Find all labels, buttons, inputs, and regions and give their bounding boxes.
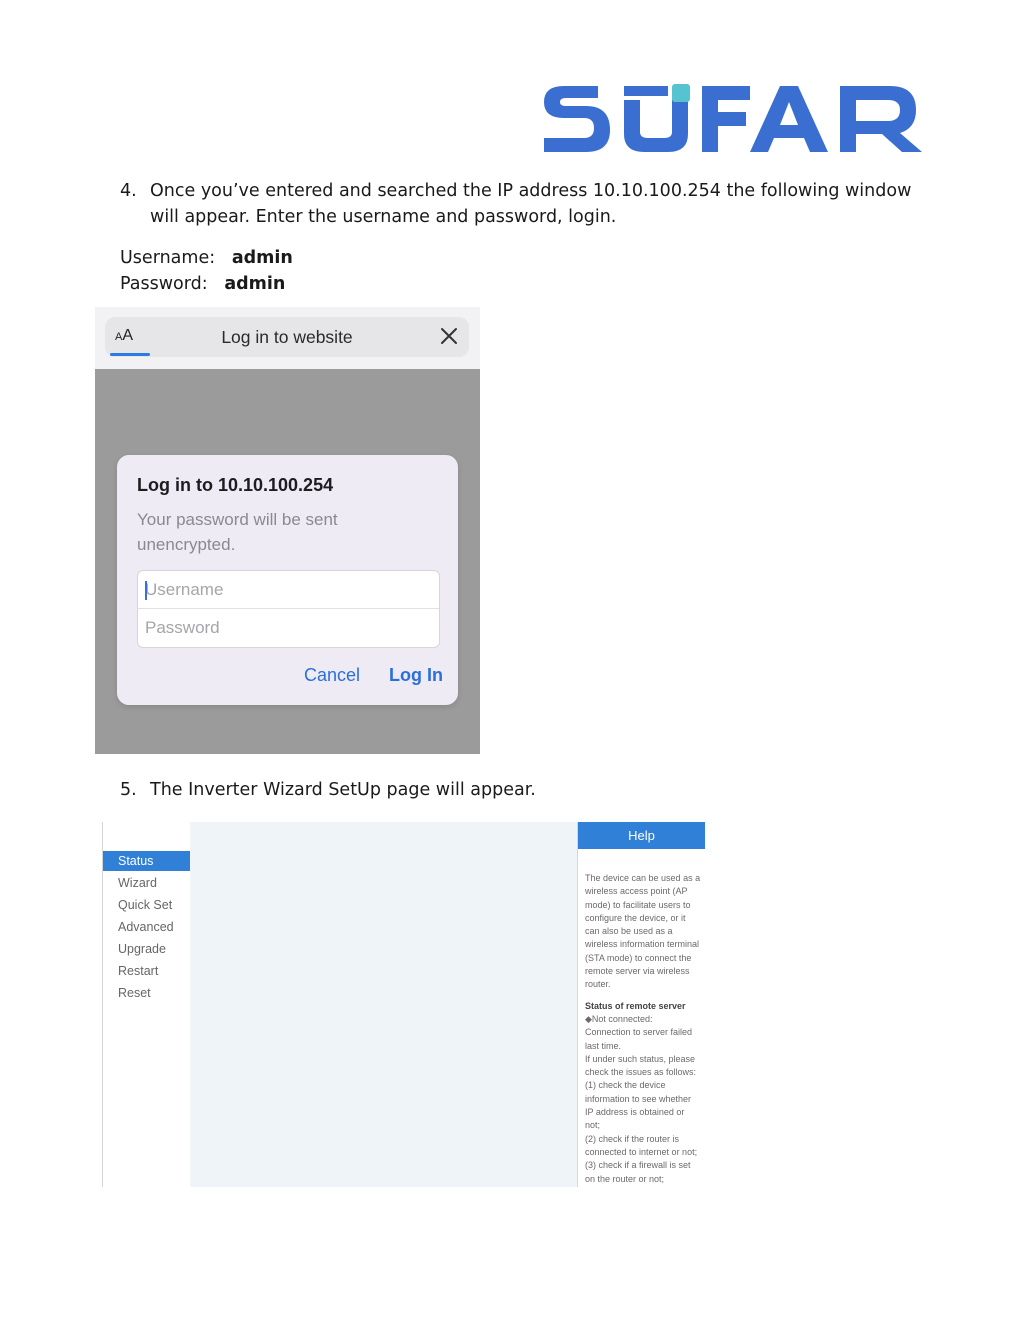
step-number: 5. xyxy=(120,780,137,800)
password-value: admin xyxy=(224,274,286,294)
help-line: ◆Not connected: xyxy=(585,1013,653,1024)
help-title: Help xyxy=(578,822,705,849)
help-line: Connection to server failed last time. xyxy=(585,1027,693,1051)
aa-small: A xyxy=(115,331,123,343)
login-screenshot xyxy=(95,307,480,754)
username-input[interactable] xyxy=(138,571,439,609)
help-line: (1) check the device information to see whether IP address is obtained or not; xyxy=(585,1080,692,1131)
password-input[interactable] xyxy=(138,609,439,647)
help-line: (2) check if the router is connected to internet or not; xyxy=(585,1133,698,1157)
username-credential xyxy=(120,245,293,271)
step-text: Once you’ve entered and searched the IP address 10.10.100.254 the following window will appear. Enter the username and password, login. xyxy=(150,181,912,227)
step-text: The Inverter Wizard SetUp page will appear. xyxy=(150,780,536,800)
cancel-button[interactable]: Cancel xyxy=(304,665,361,685)
browser-bar xyxy=(105,317,469,357)
dialog-message: Your password will be sent unencrypted. xyxy=(137,510,338,554)
nav-item-wizard[interactable]: Wizard xyxy=(118,876,157,890)
nav-item-quick-set[interactable]: Quick Set xyxy=(118,898,173,912)
nav-item-reset[interactable]: Reset xyxy=(118,986,151,1000)
nav-item-advanced[interactable]: Advanced xyxy=(118,920,174,934)
login-dialog xyxy=(117,455,458,705)
help-line: (3) check if a firewall is set on the router or not; xyxy=(585,1160,691,1184)
bar-title: Log in to website xyxy=(221,327,353,347)
close-icon[interactable] xyxy=(439,323,459,349)
password-credential xyxy=(120,271,285,297)
nav-item-restart[interactable]: Restart xyxy=(118,964,159,978)
help-panel xyxy=(577,822,705,1187)
username-label: Username: xyxy=(120,248,216,268)
loading-progress xyxy=(110,353,150,356)
aa-large: A xyxy=(122,327,134,344)
main-content xyxy=(190,822,577,1187)
help-intro: The device can be used as a wireless access point (AP mode) to facilitate users to configure the device, or it can also be used as a wireless information terminal (STA mode) to connect the remote server via wireless router. xyxy=(585,873,701,990)
step-number: 4. xyxy=(120,181,137,201)
help-heading: Status of remote server xyxy=(585,1000,686,1011)
nav-item-upgrade[interactable]: Upgrade xyxy=(118,942,166,956)
credential-fields xyxy=(137,570,440,648)
text-caret xyxy=(145,581,147,600)
inverter-screenshot xyxy=(95,822,705,1187)
dialog-title: Log in to 10.10.100.254 xyxy=(137,475,334,495)
username-value: admin xyxy=(231,248,293,268)
help-text xyxy=(585,872,701,1186)
nav-item-status[interactable]: Status xyxy=(103,851,191,871)
sofar-logo xyxy=(540,80,925,158)
login-button[interactable]: Log In xyxy=(389,665,443,685)
sidebar-nav xyxy=(102,822,191,1187)
help-line: If under such status, please check the issues as follows: xyxy=(585,1053,697,1078)
password-label: Password: xyxy=(120,274,208,294)
